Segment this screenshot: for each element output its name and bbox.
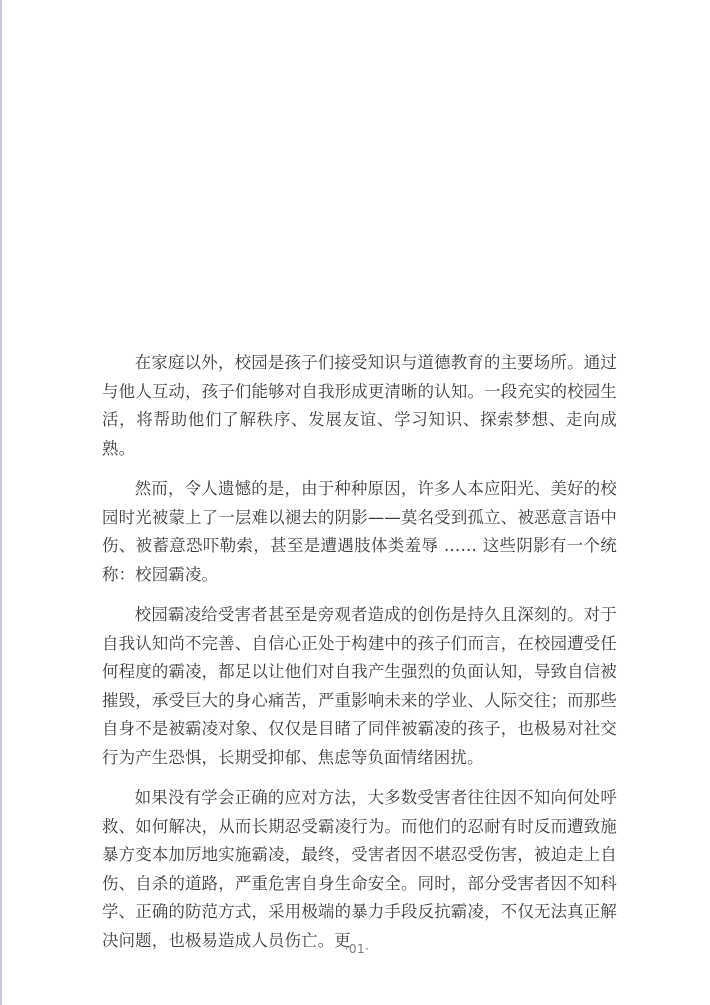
paragraph-4: 如果没有学会正确的应对方法，大多数受害者往往因不知向何处呼救、如何解决，从而长期忍受霸凌行为。而他们的忍耐有时反而遭致施暴方变本加厉地实施霸凌，最终，受害者因不堪忍受伤害，被迫走上自伤、自杀的道路，严重危害自身生命安全。同时，部分受害者因不知科学、正确的防范方式，采用极端的暴力手段反抗霸凌，不仅无法真正解决问题，也极易造成人员伤亡。更 bbox=[102, 788, 617, 950]
paragraph-2: 然而，令人遗憾的是，由于种种原因，许多人本应阳光、美好的校园时光被蒙上了一层难以褪去的阴影——莫名受到孤立、被恶意言语中伤、被蓄意恐吓勒索，甚至是遭遇肢体类羞辱 …… 这些阴影有一个统称：校园霸凌。 bbox=[102, 479, 617, 584]
body-text bbox=[102, 349, 617, 967]
paragraph-3: 校园霸凌给受害者甚至是旁观者造成的创伤是持久且深刻的。对于自我认知尚不完善、自信心正处于构建中的孩子们而言，在校园遭受任何程度的霸凌，都足以让他们对自我产生强烈的负面认知，导致自信被摧毁，承受巨大的身心痛苦，严重影响未来的学业、人际交往；而那些自身不是被霸凌对象、仅仅是目睹了同伴被霸凌的孩子，也极易对社交行为产生恐惧，长期受抑郁、焦虑等负面情绪困扰。 bbox=[102, 605, 617, 767]
page-number: ·01· bbox=[344, 942, 370, 956]
paragraph-1: 在家庭以外，校园是孩子们接受知识与道德教育的主要场所。通过与他人互动，孩子们能够对自我形成更清晰的认知。一段充实的校园生活，将帮助他们了解秩序、发展友谊、学习知识、探索梦想、走向成熟。 bbox=[102, 353, 617, 458]
